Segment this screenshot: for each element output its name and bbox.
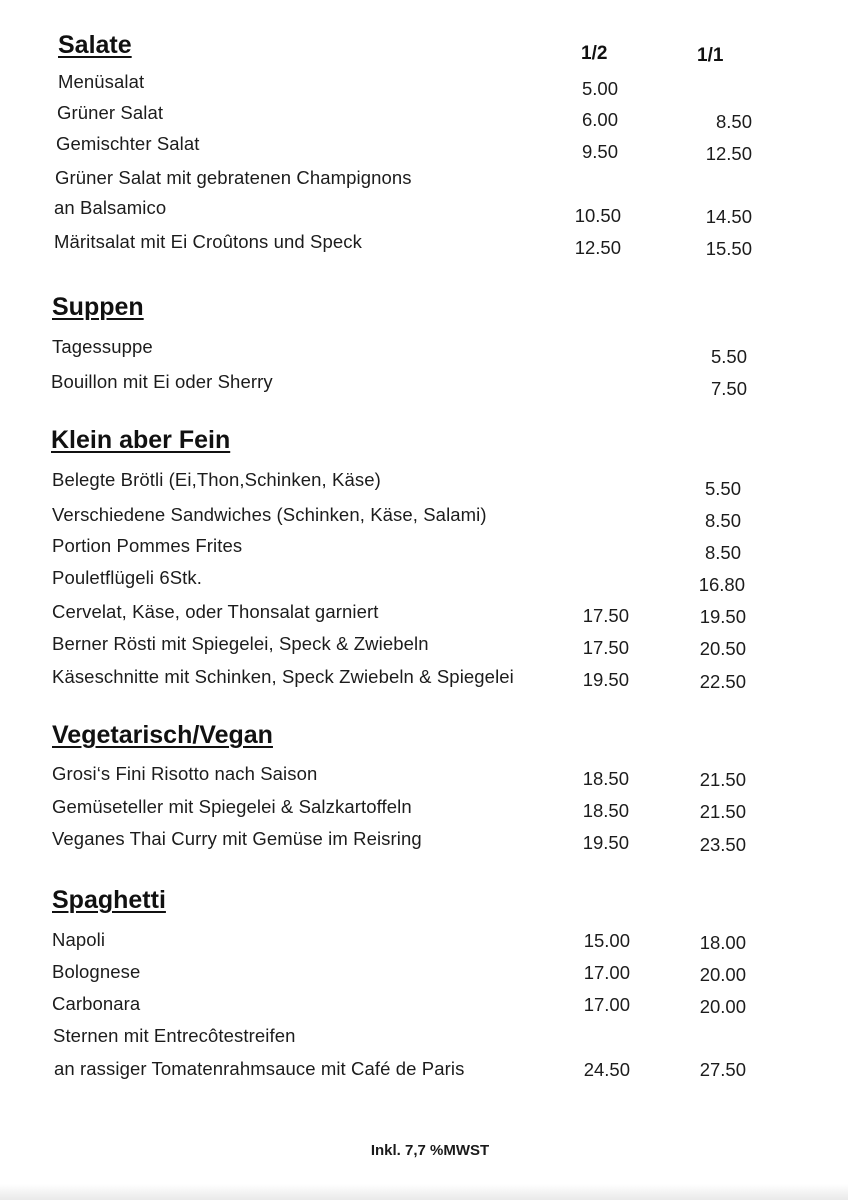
item-price-full: 15.50 <box>705 238 752 259</box>
item-price-half: 18.50 <box>582 768 629 789</box>
item-name: Pouletflügeli 6Stk. <box>52 567 202 588</box>
menu-item <box>0 828 848 858</box>
section-title-suppen: Suppen <box>52 293 144 321</box>
menu-item <box>0 993 848 1023</box>
item-name: Napoli <box>52 929 106 950</box>
item-price-full: 20.50 <box>699 638 746 659</box>
menu-item <box>0 535 848 565</box>
item-price-full: 20.00 <box>699 996 746 1017</box>
item-name: Carbonara <box>52 993 141 1014</box>
vat-footnote: Inkl. 7,7 %MWST <box>370 1142 490 1159</box>
item-price-full: 19.50 <box>699 606 746 627</box>
section-title-klein-aber-fein: Klein aber Fein <box>51 426 231 454</box>
item-name: Grüner Salat <box>57 102 164 123</box>
menu-item <box>0 371 848 401</box>
item-name: an Balsamico <box>54 197 167 218</box>
item-price-half: 15.00 <box>583 930 630 951</box>
menu-item <box>0 197 848 227</box>
menu-item <box>0 469 848 499</box>
item-price-full: 7.50 <box>710 378 747 399</box>
item-name: Bouillon mit Ei oder Sherry <box>51 371 273 392</box>
column-header-half: 1/2 <box>581 43 608 64</box>
menu-item <box>0 504 848 534</box>
item-price-half: 19.50 <box>582 669 629 690</box>
item-price-half: 5.00 <box>581 78 618 99</box>
menu-item <box>0 929 848 959</box>
item-price-full: 20.00 <box>699 964 746 985</box>
page-bottom-shadow <box>0 1184 848 1200</box>
item-name: Sternen mit Entrecôtestreifen <box>53 1025 296 1046</box>
item-price-half: 17.50 <box>582 605 629 626</box>
menu-item <box>0 231 848 261</box>
item-name: Käseschnitte mit Schinken, Speck Zwiebeln & Spiegelei <box>52 666 514 687</box>
item-name: Berner Rösti mit Spiegelei, Speck & Zwiebeln <box>52 633 429 654</box>
item-price-half: 9.50 <box>581 141 618 162</box>
section-title-salate: Salate <box>58 31 132 59</box>
item-price-half: 10.50 <box>574 205 621 226</box>
menu-item <box>0 336 848 366</box>
item-price-full: 8.50 <box>704 510 741 531</box>
menu-item <box>0 666 848 696</box>
menu-item <box>0 133 848 163</box>
item-price-full: 27.50 <box>699 1059 746 1080</box>
item-name: Menüsalat <box>58 71 145 92</box>
item-price-full: 22.50 <box>699 671 746 692</box>
section-title-vegetarisch-vegan: Vegetarisch/Vegan <box>52 721 273 749</box>
menu-item <box>0 796 848 826</box>
item-price-half: 18.50 <box>582 800 629 821</box>
item-price-full: 5.50 <box>704 478 741 499</box>
item-price-half: 19.50 <box>582 832 629 853</box>
menu-item <box>0 102 848 132</box>
item-price-full: 8.50 <box>704 542 741 563</box>
item-price-full: 12.50 <box>705 143 752 164</box>
item-price-full: 21.50 <box>699 769 746 790</box>
menu-item <box>0 167 848 197</box>
menu-item <box>0 961 848 991</box>
menu-item <box>0 633 848 663</box>
item-name: an rassiger Tomatenrahmsauce mit Café de Paris <box>54 1058 465 1079</box>
item-price-half: 17.00 <box>583 994 630 1015</box>
item-price-half: 6.00 <box>581 109 618 130</box>
item-name: Grüner Salat mit gebratenen Champignons <box>55 167 412 188</box>
item-price-half: 17.00 <box>583 962 630 983</box>
item-name: Portion Pommes Frites <box>52 535 243 556</box>
item-price-full: 21.50 <box>699 801 746 822</box>
item-price-full: 18.00 <box>699 932 746 953</box>
item-name: Grosi‘s Fini Risotto nach Saison <box>52 763 318 784</box>
item-price-half: 17.50 <box>582 637 629 658</box>
menu-item <box>0 71 848 101</box>
item-name: Gemischter Salat <box>56 133 200 154</box>
item-price-full: 5.50 <box>710 346 747 367</box>
item-price-full: 14.50 <box>705 206 752 227</box>
menu-item <box>0 763 848 793</box>
item-name: Märitsalat mit Ei Croûtons und Speck <box>54 231 362 252</box>
item-price-full: 8.50 <box>715 111 752 132</box>
item-price-half: 24.50 <box>583 1059 630 1080</box>
item-name: Veganes Thai Curry mit Gemüse im Reisring <box>52 828 422 849</box>
menu-item <box>0 1025 848 1055</box>
item-price-half: 12.50 <box>574 237 621 258</box>
menu-item <box>0 567 848 597</box>
item-name: Belegte Brötli (Ei,Thon,Schinken, Käse) <box>52 469 381 490</box>
column-header-full: 1/1 <box>697 45 724 66</box>
item-name: Gemüseteller mit Spiegelei & Salzkartoffeln <box>52 796 412 817</box>
item-name: Tagessuppe <box>52 336 153 357</box>
menu-item <box>0 601 848 631</box>
menu-item <box>0 1058 848 1088</box>
item-price-full: 16.80 <box>698 574 745 595</box>
item-name: Cervelat, Käse, oder Thonsalat garniert <box>52 601 379 622</box>
section-title-spaghetti: Spaghetti <box>52 886 166 914</box>
item-name: Bolognese <box>52 961 141 982</box>
item-name: Verschiedene Sandwiches (Schinken, Käse, Salami) <box>52 504 487 525</box>
item-price-full: 23.50 <box>699 834 746 855</box>
